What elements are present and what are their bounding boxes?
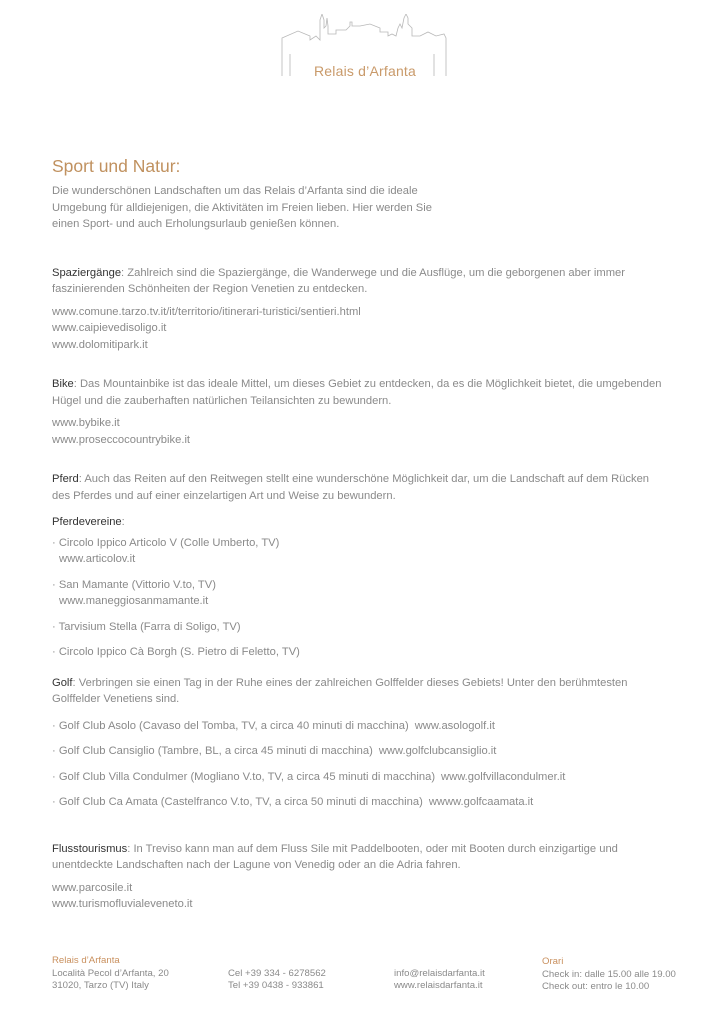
golf-club-item (52, 718, 667, 735)
bike-paragraph (52, 376, 667, 409)
pferdevereine-heading (52, 514, 667, 531)
section-bike (52, 376, 667, 448)
spaziergaenge-lead: Spaziergänge (52, 266, 122, 279)
golf-club-link[interactable]: www.asologolf.it (414, 719, 495, 732)
fluss-links (52, 880, 667, 913)
fluss-text: : In Treviso kann man auf dem Fluss Sile mit Paddelbooten, oder mit Booten durch einzigartige und unentdeckte Landschaften nach der Lagune von Venedig oder an die Adria fahren. (52, 842, 618, 871)
link-sentieri[interactable]: www.comune.tarzo.tv.it/it/territorio/itinerari-turistici/sentieri.html (52, 305, 361, 318)
link-caipievedisoligo[interactable]: www.caipievedisoligo.it (52, 322, 167, 334)
footer-checkout: Check out: entro le 10.00 (542, 981, 650, 992)
pferd-text: : Auch das Reiten auf den Reitwegen stellt eine wunderschöne Möglichkeit dar, um die Landschaft auf dem Rücken des Pferdes und auf einer einzelartigen Art und Weise zu bewundern. (52, 473, 650, 502)
footer-phones (228, 968, 326, 993)
link-dolomitipark[interactable]: www.dolomitipark.it (52, 338, 148, 351)
footer-orari-title: Orari (542, 956, 564, 967)
bike-lead: Bike (52, 378, 74, 390)
golf-club-name: · Golf Club Villa Condulmer (Mogliano V.to, TV, a circa 45 minuti di macchina) (52, 770, 436, 783)
horse-club-name: · Circolo Ippico Articolo V (Colle Umberto, TV) (52, 536, 280, 549)
bike-text: : Das Mountainbike ist das ideale Mittel, um dieses Gebiet zu entdecken, da es die Möglichkeit bietet, die umgebenden Hügel und die zauberhaften natürlichen Teilansichten zu bewundern. (52, 378, 662, 407)
golf-club-item (52, 794, 667, 811)
footer-hours (542, 956, 676, 994)
footer-email[interactable]: info@relaisdarfanta.it (394, 967, 485, 979)
header-logo (280, 14, 450, 82)
golf-club-name: · Golf Club Ca Amata (Castelfranco V.to, TV, a circa 50 minuti di macchina) (52, 796, 423, 808)
golf-club-name: · Golf Club Asolo (Cavaso del Tomba, TV, a circa 40 minuti di macchina) (52, 719, 409, 732)
footer-name: Relais d’Arfanta (52, 955, 120, 966)
footer-checkin: Check in: dalle 15.00 alle 19.00 (542, 968, 676, 980)
fluss-paragraph (52, 841, 667, 874)
footer-tel[interactable]: Tel +39 0438 - 933861 (228, 980, 324, 991)
spaziergaenge-links (52, 304, 667, 354)
golf-club-item (52, 743, 667, 760)
footer-cel[interactable]: Cel +39 334 - 6278562 (228, 967, 326, 979)
section-flusstourismus (52, 841, 667, 913)
footer-address-line1: Località Pecol d’Arfanta, 20 (52, 967, 169, 979)
link-turismofluvialeveneto[interactable]: www.turismofluvialeveneto.it (52, 898, 193, 910)
horse-club-link[interactable]: www.maneggiosanmamante.it (59, 595, 209, 607)
footer-web[interactable]: www.relaisdarfanta.it (394, 980, 483, 991)
main-content (52, 156, 667, 913)
spaziergaenge-paragraph (52, 265, 667, 298)
horse-club-item (52, 644, 667, 661)
horse-club-item (52, 535, 667, 568)
footer-address-line2: 31020, Tarzo (TV) Italy (52, 980, 149, 991)
pferd-lead: Pferd (52, 473, 79, 485)
fluss-lead: Flusstourismus (52, 842, 128, 855)
horse-club-name: · Tarvisium Stella (Farra di Soligo, TV) (52, 620, 241, 633)
footer-contact (394, 968, 485, 993)
section-pferd (52, 471, 667, 661)
footer-address (52, 955, 169, 993)
link-proseccocountrybike[interactable]: www.proseccocountrybike.it (52, 433, 191, 446)
horse-club-name: · San Mamante (Vittorio V.to, TV) (52, 578, 216, 591)
bike-links (52, 415, 667, 448)
link-parcosile[interactable]: www.parcosile.it (52, 881, 133, 894)
golf-text: : Verbringen sie einen Tag in der Ruhe eines der zahlreichen Golffelder dieses Gebiets! Unter den berühmtesten Golffelder Venetiens sind. (52, 676, 628, 705)
logo-text: Relais d’Arfanta (313, 63, 417, 79)
link-bybike[interactable]: www.bybike.it (52, 417, 120, 429)
golf-lead: Golf (52, 676, 73, 689)
golf-club-item (52, 769, 667, 786)
horse-club-link[interactable]: www.articolov.it (59, 553, 136, 565)
pferdevereine-lead: Pferdevereine (52, 516, 122, 528)
horse-club-name: · Circolo Ippico Cà Borgh (S. Pietro di Feletto, TV) (52, 646, 300, 658)
horse-club-item (52, 619, 667, 636)
pferd-paragraph (52, 471, 667, 504)
golf-club-link[interactable]: www.golfvillacondulmer.it (441, 770, 566, 783)
golf-club-list (52, 718, 667, 811)
intro-text: Die wunderschönen Landschaften um das Relais d’Arfanta sind die ideale Umgebung für alldiejenigen, die Aktivitäten im Freien lieben. Hier werden Sie einen Sport- und auch Erholungsurlaub genießen können. (52, 185, 432, 230)
golf-paragraph (52, 675, 667, 708)
golf-club-link[interactable]: www.golfclubcansiglio.it (378, 745, 497, 757)
golf-club-name: · Golf Club Cansiglio (Tambre, BL, a circa 45 minuti di macchina) (52, 745, 373, 757)
spaziergaenge-text: : Zahlreich sind die Spaziergänge, die Wanderwege und die Ausflüge, um die geborgenen aber immer faszinierenden Schönheiten der Region Venetien zu entdecken. (52, 266, 625, 295)
pferdevereine-colon: : (121, 516, 125, 528)
page-title: Sport und Natur: (52, 156, 181, 176)
horse-club-item (52, 577, 667, 610)
section-spaziergaenge (52, 265, 667, 354)
golf-club-link[interactable]: wwww.golfcaamata.it (428, 796, 534, 808)
section-golf (52, 675, 667, 811)
